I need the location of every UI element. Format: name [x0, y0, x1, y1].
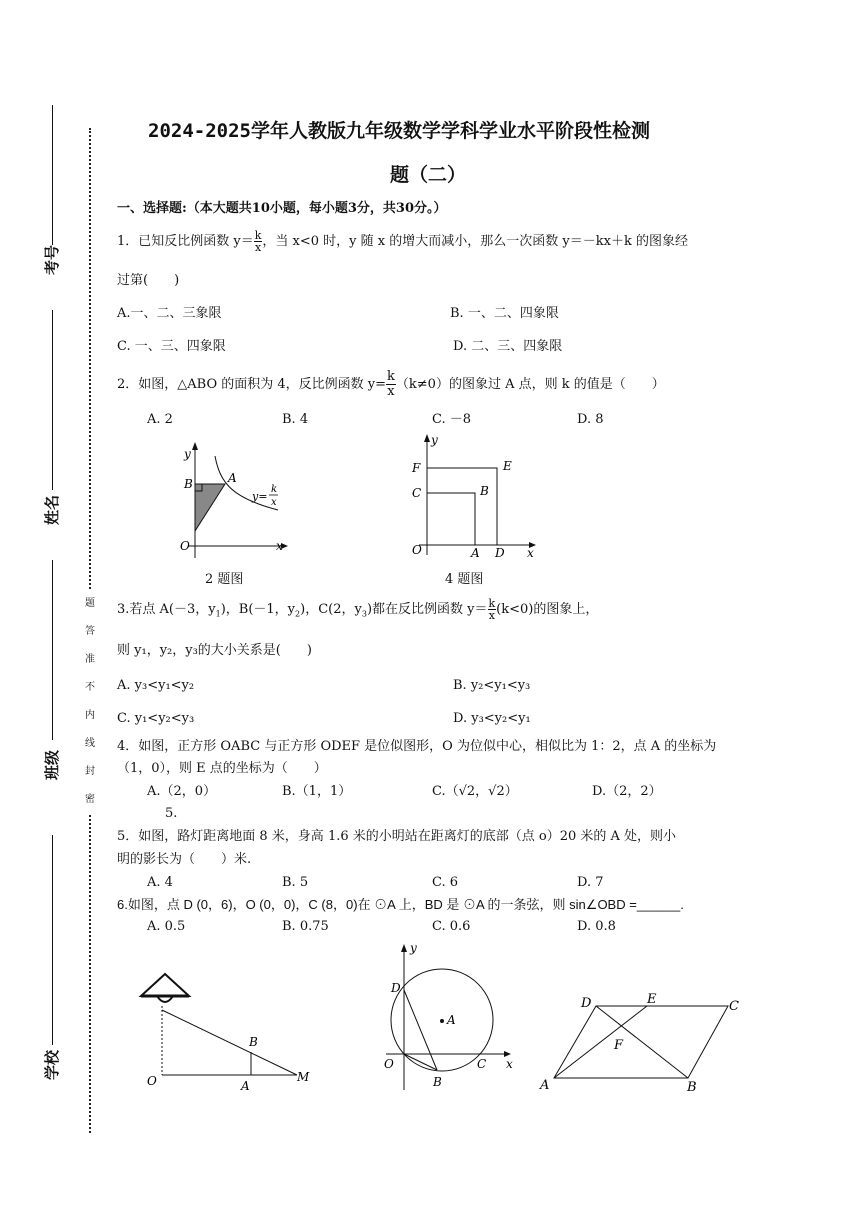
origin-label: O	[180, 539, 190, 553]
margin-line	[52, 105, 53, 245]
point-c-label: C	[412, 486, 422, 500]
question-1: 1．已知反比例函数 y＝ $\frac{k}{x}$ ，当 x<0 时，y 随 x 的增大而减小，那么一次函数 y＝－kx＋k 的图象经	[117, 229, 688, 254]
question-1-cont: 过第( )	[117, 273, 180, 288]
point-b-label: B	[687, 1080, 697, 1095]
margin-line	[52, 560, 53, 740]
point-d-label: D	[495, 546, 505, 560]
q5-option-c[interactable]: C. 6	[432, 875, 459, 890]
figure-q2	[170, 438, 295, 563]
school-label: 学校	[43, 1049, 61, 1080]
point-d-label: D	[391, 981, 401, 995]
q6-option-d[interactable]: D. 0.8	[577, 919, 616, 934]
q6-option-b[interactable]: B. 0.75	[282, 919, 329, 934]
q1-option-b[interactable]: B. 一、二、四象限	[450, 306, 559, 321]
question-3-cont: 则 y₁，y₂，y₃的大小关系是( )	[117, 643, 312, 658]
q2-option-a[interactable]: A. 2	[147, 412, 173, 427]
page-title-cont: 题（二）	[390, 164, 467, 186]
q4-option-a[interactable]: A.（2，0）	[147, 784, 217, 799]
question-4: 4．如图，正方形 OABC 与正方形 ODEF 是位似图形，O 为位似中心，相似比为 1：2，点 A 的坐标为	[117, 739, 717, 754]
q5-option-d[interactable]: D. 7	[577, 875, 604, 890]
point-b-label: B	[480, 484, 489, 498]
point-a-label: A	[540, 1078, 550, 1093]
point-b-label: B	[184, 477, 193, 491]
figure-q2-caption: 2 题图	[205, 572, 244, 587]
axis-x-label: x	[506, 1057, 513, 1071]
q3-option-a[interactable]: A. y₃<y₁<y₂	[117, 678, 195, 693]
question-3: 3.若点 A(－3，$y_1$)，B(－1，$y_2$)，C(2，$y_3$)都在反比例函数 y＝ $\frac{k}{x}$ (k<0)的图象上，	[117, 597, 599, 622]
point-a-label: A	[471, 546, 480, 560]
curve-equation-label: y=	[252, 490, 268, 503]
axis-y-label: y	[184, 447, 191, 461]
q2-option-d[interactable]: D. 8	[577, 412, 604, 427]
name-label: 姓名	[43, 494, 61, 525]
question-5: 5．如图，路灯距离地面 8 米，身高 1.6 米的小明站在距离灯的底部（点 o）20 米的 A 处，则小	[117, 829, 677, 844]
q4-option-d[interactable]: D.（2，2）	[592, 784, 662, 799]
margin-line	[52, 310, 53, 490]
q4-option-c[interactable]: C.（√2，√2）	[432, 784, 518, 799]
q3-option-b[interactable]: B. y₂<y₁<y₃	[453, 678, 531, 693]
question-6: 6.如图，点 D (0，6)，O (0，0)，C (8，0)在 ⊙A 上，BD 是 ⊙A 的一条弦，则 sin∠OBD =______.	[117, 897, 684, 912]
figure-q4-caption: 4 题图	[445, 572, 484, 587]
section-header: 一、选择题:（本大题共10小题，每小题3分，共30分。）	[117, 201, 447, 216]
figure-parallelogram	[535, 985, 750, 1095]
q2-option-b[interactable]: B. 4	[282, 412, 309, 427]
point-f-label: F	[412, 461, 421, 475]
q2-option-c[interactable]: C. －8	[432, 412, 472, 427]
point-e-label: E	[647, 992, 657, 1007]
q5-option-a[interactable]: A. 4	[147, 875, 173, 890]
point-c-label: C	[729, 999, 739, 1014]
point-d-label: D	[581, 996, 592, 1011]
point-f-label: F	[614, 1038, 624, 1053]
question-4-cont: （1，0），则 E 点的坐标为（ ）	[117, 761, 327, 776]
figure-q5-lamp	[135, 968, 320, 1098]
point-a-label: A	[228, 471, 237, 485]
q1-option-c[interactable]: C. 一、三、四象限	[117, 339, 226, 354]
axis-y-label: y	[410, 941, 417, 955]
class-label: 班级	[43, 749, 61, 780]
stray-number: 5.	[165, 806, 178, 821]
point-c-label: C	[477, 1057, 487, 1071]
point-b-label: B	[433, 1075, 442, 1089]
axis-y-label: y	[431, 433, 438, 447]
q1-option-d[interactable]: D. 二、三、四象限	[453, 339, 563, 354]
figure-q6-circle	[378, 940, 518, 1095]
q1-option-a[interactable]: A.一、二、三象限	[117, 306, 222, 321]
q6-option-c[interactable]: C. 0.6	[432, 919, 471, 934]
page-title: 2024-2025学年人教版九年级数学学科学业水平阶段性检测	[148, 120, 650, 142]
question-5-cont: 明的影长为（ ）米.	[117, 852, 252, 867]
axis-x-label: x	[527, 546, 534, 560]
figure-q4	[405, 430, 545, 562]
seal-notice: 题 答 准 不 内 线 封 密	[82, 590, 98, 814]
point-o-label: O	[147, 1074, 157, 1088]
exam-no-label: 考号	[43, 244, 61, 275]
margin-line	[52, 835, 53, 1045]
point-m-label: M	[297, 1070, 310, 1084]
point-b-label: B	[249, 1035, 258, 1049]
point-e-label: E	[503, 459, 512, 473]
point-a-label: A	[241, 1079, 250, 1093]
q3-option-d[interactable]: D. y₃<y₂<y₁	[453, 711, 531, 726]
q3-option-c[interactable]: C. y₁<y₂<y₃	[117, 711, 195, 726]
curve-k-label: k	[271, 484, 278, 495]
q4-option-b[interactable]: B.（1，1）	[282, 784, 352, 799]
origin-label: O	[384, 1057, 394, 1071]
q6-option-a[interactable]: A. 0.5	[147, 919, 186, 934]
curve-x-label: x	[271, 497, 277, 508]
point-a-label: A	[447, 1013, 456, 1027]
question-2: 2．如图，△ABO 的面积为 4，反比例函数 y= $\frac{k}{x}$ （k≠0）的图象过 A 点，则 k 的值是（ ）	[117, 369, 665, 399]
q5-option-b[interactable]: B. 5	[282, 875, 309, 890]
axis-x-label: x	[276, 539, 283, 553]
origin-label: O	[412, 543, 422, 557]
